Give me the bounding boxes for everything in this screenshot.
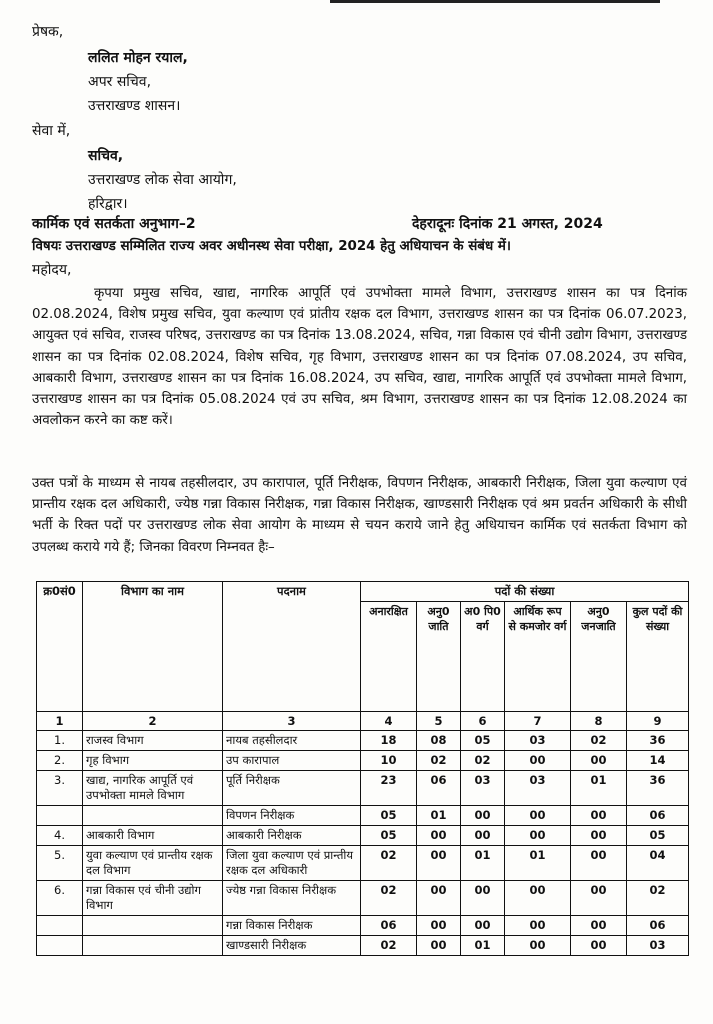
- column-number: 4: [361, 712, 417, 731]
- post-count: 00: [571, 806, 627, 826]
- post-count: 02: [627, 881, 689, 916]
- column-number: 8: [571, 712, 627, 731]
- department: गृह विभाग: [83, 751, 223, 771]
- post-count: 00: [417, 826, 461, 846]
- post-count: 06: [627, 806, 689, 826]
- sender-office: उत्तराखण्ड शासन।: [88, 98, 181, 114]
- post-count: 05: [461, 731, 505, 751]
- post-count: 00: [505, 806, 571, 826]
- recipient-label: सेवा में,: [32, 123, 71, 139]
- department: युवा कल्याण एवं प्रान्तीय रक्षक दल विभाग: [83, 846, 223, 881]
- post-count: 36: [627, 771, 689, 806]
- post-count: 01: [461, 846, 505, 881]
- post-count: 00: [505, 751, 571, 771]
- post-count: 00: [505, 916, 571, 936]
- post-count: 00: [571, 936, 627, 956]
- post-count: 00: [461, 806, 505, 826]
- department: राजस्व विभाग: [83, 731, 223, 751]
- table-row: [37, 806, 689, 826]
- table-row: [37, 916, 689, 936]
- department: गन्ना विकास एवं चीनी उद्योग विभाग: [83, 881, 223, 916]
- post-count: 03: [505, 731, 571, 751]
- header-dept: विभाग का नाम: [83, 582, 223, 712]
- table-row: [37, 881, 689, 916]
- post-count: 00: [571, 751, 627, 771]
- post-count: 01: [417, 806, 461, 826]
- sno: 2.: [37, 751, 83, 771]
- sender-name: ललित मोहन रयाल,: [88, 50, 188, 66]
- post-count: 05: [361, 826, 417, 846]
- post-count: 00: [571, 881, 627, 916]
- sno: [37, 936, 83, 956]
- post-count: 01: [571, 771, 627, 806]
- column-number: 1: [37, 712, 83, 731]
- sno: 4.: [37, 826, 83, 846]
- table-row: [37, 826, 689, 846]
- post-count: 00: [571, 846, 627, 881]
- post-count: 36: [627, 731, 689, 751]
- post-name: नायब तहसीलदार: [223, 731, 361, 751]
- department: खाद्य, नागरिक आपूर्ति एवं उपभोक्ता मामले विभाग: [83, 771, 223, 806]
- post-count: 03: [505, 771, 571, 806]
- body-paragraph-1: कृपया प्रमुख सचिव, खाद्य, नागरिक आपूर्ति एवं उपभोक्ता मामले विभाग, उत्तराखण्ड शासन का पत्र दिनांक 02.08.2024, विशेष प्रमुख सचिव, युवा कल्याण एवं प्रांतीय रक्षक दल विभाग, उत्तराखण्ड शासन का पत्र दिनांक 06.07.2023, आयुक्त एवं सचिव, राजस्व परिषद, उत्तराखण्ड का पत्र दिनांक 13.08.2024, सचिव, गन्ना विकास एवं चीनी उद्योग विभाग, उत्तराखण्ड शासन का पत्र दिनांक 02.08.2024, विशेष सचिव, गृह विभाग, उत्तराखण्ड शासन का पत्र दिनांक 07.08.2024, उप सचिव, आबकारी विभाग, उत्तराखण्ड शासन का पत्र दिनांक 16.08.2024, उप सचिव, खाद्य, नागरिक आपूर्ति एवं उपभोक्ता मामले विभाग, उत्तराखण्ड शासन का पत्र दिनांक 05.08.2024 एवं उप सचिव, श्रम विभाग, उत्तराखण्ड शासन का पत्र दिनांक 12.08.2024 का अवलोकन करने का कष्ट करें।: [32, 286, 687, 429]
- post-count: 02: [461, 751, 505, 771]
- body-paragraph-2: उक्त पत्रों के माध्यम से नायब तहसीलदार, उप कारापाल, पूर्ति निरीक्षक, विपणन निरीक्षक, आबकारी निरीक्षक, जिला युवा कल्याण एवं प्रान्तीय रक्षक दल अधिकारी, ज्येष्ठ गन्ना विकास निरीक्षक, गन्ना विकास निरीक्षक, खाण्डसारी निरीक्षक एवं श्रम प्रवर्तन अधिकारी के सीधी भर्ती के रिक्त पदों पर उत्तराखण्ड लोक सेवा आयोग के माध्यम से चयन कराये जाने हेतु अधियाचन कार्मिक एवं सतर्कता विभाग को उपलब्ध कराये गये हैं; जिनका विवरण निम्नवत हैः–: [32, 476, 687, 555]
- post-count: 00: [461, 881, 505, 916]
- header-sc: अनु0 जाति: [417, 602, 461, 712]
- header-st: अनु0 जनजाति: [571, 602, 627, 712]
- salutation: महोदय,: [32, 262, 72, 278]
- header-unreserved: अनारक्षित: [361, 602, 417, 712]
- column-number: 9: [627, 712, 689, 731]
- post-name: गन्ना विकास निरीक्षक: [223, 916, 361, 936]
- post-count: 00: [417, 916, 461, 936]
- post-count: 02: [417, 751, 461, 771]
- column-number: 3: [223, 712, 361, 731]
- column-number: 2: [83, 712, 223, 731]
- header-post-count: पदों की संख्या: [361, 582, 689, 602]
- post-count: 05: [627, 826, 689, 846]
- sender-designation: अपर सचिव,: [88, 74, 152, 90]
- post-count: 03: [627, 936, 689, 956]
- column-number: 5: [417, 712, 461, 731]
- recipient-org: उत्तराखण्ड लोक सेवा आयोग,: [88, 172, 237, 188]
- post-count: 06: [417, 771, 461, 806]
- table-row: [37, 731, 689, 751]
- post-count: 00: [417, 936, 461, 956]
- post-name: पूर्ति निरीक्षक: [223, 771, 361, 806]
- post-count: 04: [627, 846, 689, 881]
- post-count: 00: [571, 826, 627, 846]
- post-count: 00: [505, 936, 571, 956]
- post-count: 10: [361, 751, 417, 771]
- post-count: 00: [461, 916, 505, 936]
- post-count: 08: [417, 731, 461, 751]
- header-total: कुल पदों की संख्या: [627, 602, 689, 712]
- post-count: 06: [361, 916, 417, 936]
- recipient-title: सचिव,: [88, 148, 124, 164]
- header-post: पदनाम: [223, 582, 361, 712]
- sno: 1.: [37, 731, 83, 751]
- post-count: 06: [627, 916, 689, 936]
- post-count: 00: [505, 826, 571, 846]
- post-count: 02: [361, 846, 417, 881]
- post-name: जिला युवा कल्याण एवं प्रान्तीय रक्षक दल अधिकारी: [223, 846, 361, 881]
- header-sno: क्र0सं0: [37, 582, 83, 712]
- table-row: [37, 771, 689, 806]
- column-number: 6: [461, 712, 505, 731]
- department: [83, 916, 223, 936]
- section-name: कार्मिक एवं सतर्कता अनुभाग–2: [32, 216, 196, 232]
- sno: 6.: [37, 881, 83, 916]
- post-count: 03: [461, 771, 505, 806]
- table-row: [37, 846, 689, 881]
- posts-table: [36, 581, 689, 956]
- post-count: 23: [361, 771, 417, 806]
- department: आबकारी विभाग: [83, 826, 223, 846]
- post-count: 02: [361, 881, 417, 916]
- header-obc: अ0 पि0 वर्ग: [461, 602, 505, 712]
- post-count: 01: [505, 846, 571, 881]
- post-count: 02: [571, 731, 627, 751]
- post-count: 05: [361, 806, 417, 826]
- table-row: [37, 936, 689, 956]
- department: [83, 936, 223, 956]
- header-rule: [330, 0, 660, 3]
- post-name: ज्येष्ठ गन्ना विकास निरीक्षक: [223, 881, 361, 916]
- place-date: देहरादूनः दिनांक 21 अगस्त, 2024: [412, 216, 603, 232]
- post-count: 00: [505, 881, 571, 916]
- department: [83, 806, 223, 826]
- post-name: उप कारापाल: [223, 751, 361, 771]
- post-count: 00: [417, 846, 461, 881]
- post-name: खाण्डसारी निरीक्षक: [223, 936, 361, 956]
- post-count: 01: [461, 936, 505, 956]
- post-count: 00: [417, 881, 461, 916]
- sno: [37, 916, 83, 936]
- sno: [37, 806, 83, 826]
- table-row: [37, 751, 689, 771]
- post-count: 18: [361, 731, 417, 751]
- post-count: 02: [361, 936, 417, 956]
- sno: 3.: [37, 771, 83, 806]
- post-count: 14: [627, 751, 689, 771]
- sender-label: प्रेषक,: [32, 24, 64, 40]
- sno: 5.: [37, 846, 83, 881]
- column-number: 7: [505, 712, 571, 731]
- recipient-city: हरिद्वार।: [88, 196, 128, 212]
- post-name: आबकारी निरीक्षक: [223, 826, 361, 846]
- subject-line: विषयः उत्तराखण्ड सम्मिलित राज्य अवर अधीनस्थ सेवा परीक्षा, 2024 हेतु अधियाचन के संबंध में।: [32, 239, 511, 254]
- post-name: विपणन निरीक्षक: [223, 806, 361, 826]
- header-ews: आर्थिक रूप से कमजोर वर्ग: [505, 602, 571, 712]
- post-count: 00: [461, 826, 505, 846]
- post-count: 00: [571, 916, 627, 936]
